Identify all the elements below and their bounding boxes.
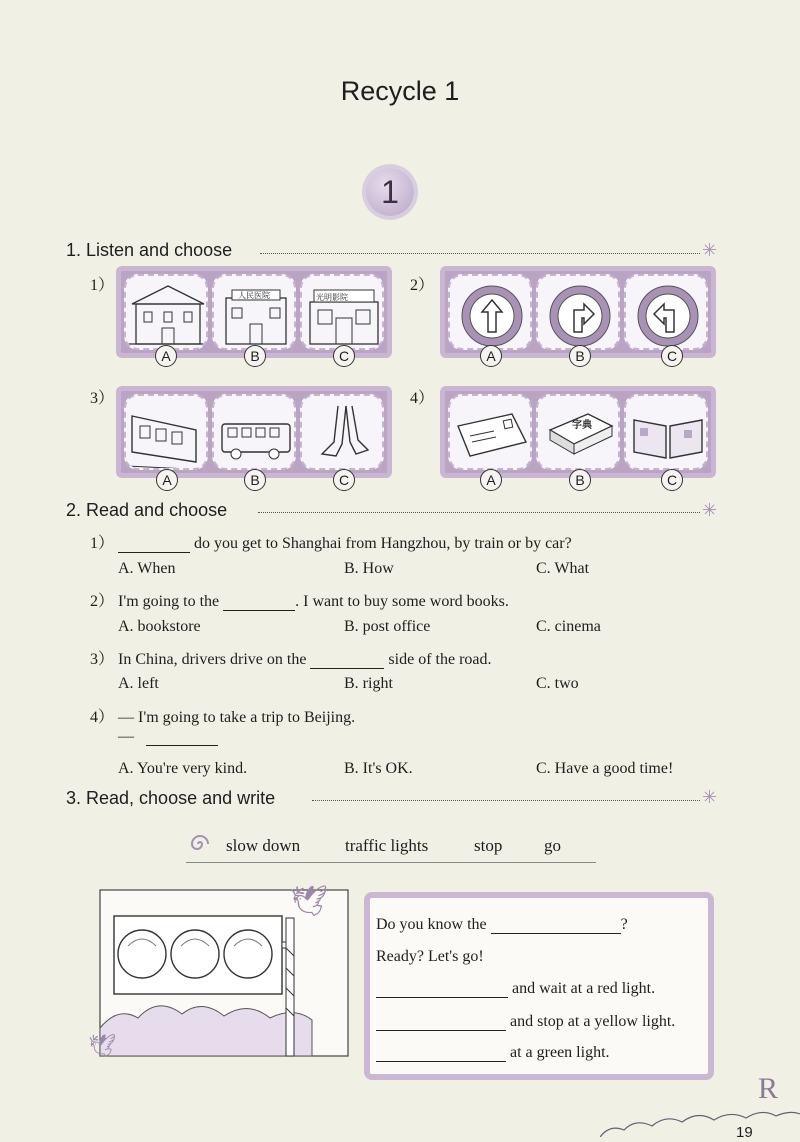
unit-badge: 1	[366, 168, 414, 216]
note-text: Do you know the	[376, 916, 487, 933]
corner-decoration	[600, 1104, 800, 1142]
section1-title: 1. Listen and choose	[66, 240, 233, 260]
question-2	[90, 588, 509, 611]
bus-icon	[214, 396, 296, 470]
answer-blank[interactable]	[310, 668, 384, 669]
note-line-2: Ready? Let's go!	[376, 948, 484, 965]
note-line-5	[376, 1044, 610, 1062]
choice-c[interactable]: C. cinema	[536, 618, 601, 635]
choice-a[interactable]: A. bookstore	[118, 618, 201, 635]
dictionary-icon	[538, 396, 620, 470]
item-number: 1）	[90, 277, 115, 294]
question-4	[90, 704, 355, 727]
bird-icon: 🕊	[88, 1034, 116, 1059]
question-number: 1）	[90, 535, 115, 552]
item-number: 4）	[410, 390, 435, 407]
note-line-3	[376, 980, 655, 998]
page-title: Recycle 1	[340, 76, 460, 106]
choice-c[interactable]: C. What	[536, 560, 590, 577]
postcard-icon	[450, 396, 532, 470]
question-1	[90, 530, 572, 553]
option-a-label[interactable]: A	[156, 469, 178, 491]
option-b-label[interactable]: B	[244, 469, 266, 491]
star-icon: ✳	[702, 240, 718, 261]
option-b-label[interactable]: B	[244, 345, 266, 367]
cinema-sign: 光明影院	[316, 293, 348, 302]
dictionary-label: 字典	[572, 420, 592, 431]
choice-b[interactable]: B. It's OK.	[344, 760, 413, 777]
option-b-label[interactable]: B	[569, 469, 591, 491]
word-stop: stop	[474, 836, 503, 855]
answer-blank[interactable]	[491, 933, 621, 934]
picture-option-b	[536, 274, 620, 350]
word-slow-down: slow down	[226, 836, 301, 855]
question-number: 4）	[90, 709, 115, 726]
option-a-label[interactable]: A	[480, 345, 502, 367]
star-icon: ✳	[702, 500, 718, 521]
picture-option-c	[300, 394, 384, 470]
page-number: 19	[736, 1124, 753, 1141]
choice-b[interactable]: B. right	[344, 675, 393, 692]
option-b-label[interactable]: B	[569, 345, 591, 367]
item-number: 2）	[410, 277, 435, 294]
picture-strip-items	[440, 386, 716, 478]
note-text: ?	[620, 916, 628, 933]
dialogue-line-2	[118, 728, 218, 746]
picture-option-a	[448, 394, 532, 470]
question-number: 2）	[90, 593, 115, 610]
note-text: and stop at a yellow light.	[510, 1013, 676, 1030]
choice-b[interactable]: B. post office	[344, 618, 431, 635]
note-text: at a green light.	[510, 1044, 610, 1061]
word-traffic-lights: traffic lights	[345, 836, 429, 855]
corner-letter: R	[758, 1072, 779, 1105]
question-text-before: In China, drivers drive on the	[118, 651, 307, 668]
choice-a[interactable]: A. You're very kind.	[118, 760, 248, 777]
answer-blank[interactable]	[376, 1061, 506, 1062]
question-text-after: side of the road.	[388, 651, 492, 668]
option-a-label[interactable]: A	[155, 345, 177, 367]
section-divider	[258, 512, 700, 513]
option-c-label[interactable]: C	[333, 469, 355, 491]
section2-title: 2. Read and choose	[66, 500, 228, 520]
choice-a[interactable]: A. left	[118, 675, 159, 692]
dash: —	[118, 728, 134, 745]
question-number: 3）	[90, 651, 115, 668]
choice-c[interactable]: C. two	[536, 675, 579, 692]
answer-blank[interactable]	[376, 997, 508, 998]
option-a-label[interactable]: A	[480, 469, 502, 491]
question-text: do you get to Shanghai from Hangzhou, by train or by car?	[194, 535, 572, 552]
choice-c[interactable]: C. Have a good time!	[536, 760, 674, 777]
picture-strip-transport	[116, 386, 392, 478]
picture-option-a	[448, 274, 532, 350]
picture-option-c	[624, 274, 708, 350]
cinema-icon	[302, 276, 384, 350]
word-go: go	[544, 836, 561, 855]
bird-icon: 🕊	[290, 884, 329, 919]
picture-option-a	[124, 274, 208, 350]
section-divider	[312, 800, 700, 801]
picture-option-b	[536, 394, 620, 470]
picture-option-b	[212, 274, 296, 350]
picture-option-c	[300, 274, 384, 350]
option-c-label[interactable]: C	[661, 345, 683, 367]
swirl-icon	[188, 832, 212, 861]
note-line-1	[376, 916, 628, 934]
dialogue-line-1: — I'm going to take a trip to Beijing.	[118, 709, 356, 726]
open-book-icon	[626, 396, 708, 470]
note-text: and wait at a red light.	[512, 980, 656, 997]
note-line-4	[376, 1013, 675, 1031]
option-c-label[interactable]: C	[333, 345, 355, 367]
question-text-before: I'm going to the	[118, 593, 220, 610]
answer-blank[interactable]	[118, 552, 190, 553]
item-number: 3）	[90, 390, 115, 407]
section-divider	[260, 253, 700, 254]
answer-blank[interactable]	[223, 610, 295, 611]
choice-a[interactable]: A. When	[118, 560, 176, 577]
walking-feet-icon	[302, 396, 384, 470]
subway-icon	[126, 396, 208, 470]
answer-blank[interactable]	[376, 1030, 506, 1031]
hospital-icon	[214, 276, 296, 350]
building-icon	[126, 276, 208, 350]
turn-right-sign-icon	[538, 276, 620, 350]
question-3	[90, 646, 492, 669]
answer-blank[interactable]	[146, 745, 218, 746]
turn-left-sign-icon	[626, 276, 708, 350]
arrow-up-sign-icon	[450, 276, 532, 350]
picture-option-a	[124, 394, 208, 470]
choice-b[interactable]: B. How	[344, 560, 394, 577]
star-icon: ✳	[702, 787, 718, 808]
section3-title: 3. Read, choose and write	[66, 788, 276, 808]
hospital-sign: 人民医院	[238, 291, 270, 300]
picture-option-c	[624, 394, 708, 470]
picture-option-b	[212, 394, 296, 470]
question-text-after: . I want to buy some word books.	[295, 593, 509, 610]
option-c-label[interactable]: C	[661, 469, 683, 491]
